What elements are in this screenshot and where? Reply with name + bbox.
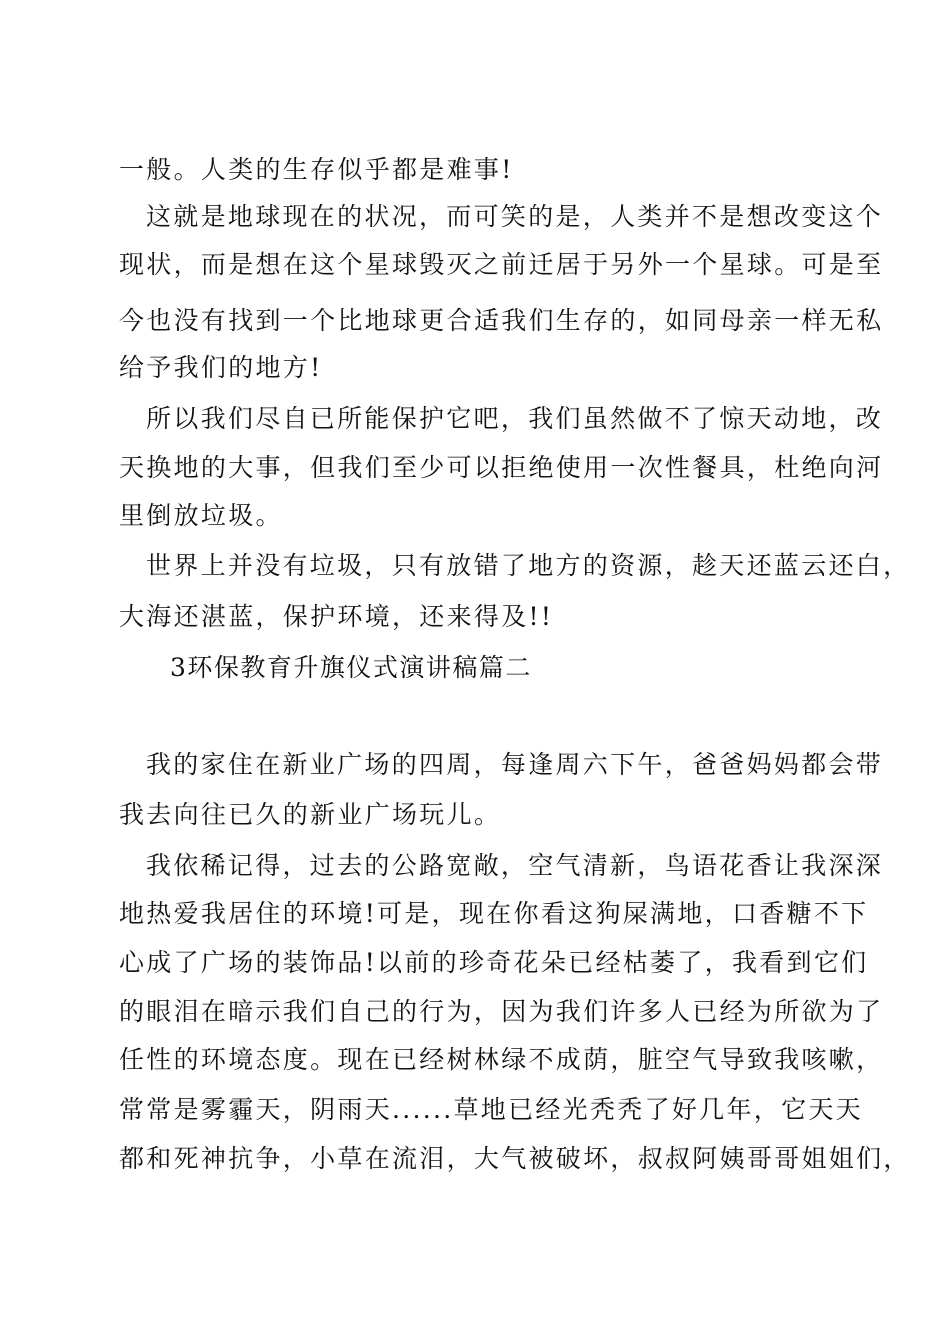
text-line-12: 我去向往已久的新业广场玩儿。: [119, 800, 502, 829]
text-line-17: 任性的环境态度。现在已经树林绿不成荫，脏空气导致我咳嗽，: [119, 1045, 884, 1074]
text-line-11: 我的家住在新业广场的四周，每逢周六下午，爸爸妈妈都会带: [146, 750, 884, 779]
text-line-10: 大海还湛蓝，保护环境，还来得及!!: [119, 602, 554, 631]
text-line-7: 天换地的大事，但我们至少可以拒绝使用一次性餐具，杜绝向河: [119, 453, 884, 482]
text-line-19: 都和死神抗争，小草在流泪，大气被破坏，叔叔阿姨哥哥姐姐们，: [119, 1144, 911, 1173]
text-line-3: 现状，而是想在这个星球毁灭之前迁居于另外一个星球。可是至: [119, 250, 884, 279]
section-heading: 3环保教育升旗仪式演讲稿篇二: [170, 653, 532, 682]
text-line-16: 的眼泪在暗示我们自己的行为，因为我们许多人已经为所欲为了: [119, 997, 884, 1026]
text-line-14: 地热爱我居住的环境!可是，现在你看这狗屎满地，口香糖不下: [119, 899, 869, 928]
text-line-9: 世界上并没有垃圾，只有放错了地方的资源，趁天还蓝云还白，: [146, 551, 911, 580]
text-line-4: 今也没有找到一个比地球更合适我们生存的，如同母亲一样无私: [119, 306, 884, 335]
text-line-13: 我依稀记得，过去的公路宽敞，空气清新，鸟语花香让我深深: [146, 851, 884, 880]
text-line-18: 常常是雾霾天，阴雨天......草地已经光秃秃了好几年，它天天: [119, 1095, 863, 1124]
text-line-8: 里倒放垃圾。: [119, 501, 283, 530]
text-line-1: 一般。人类的生存似乎都是难事!: [119, 155, 514, 184]
text-line-2: 这就是地球现在的状况，而可笑的是，人类并不是想改变这个: [146, 202, 884, 231]
text-line-6: 所以我们尽自已所能保护它吧，我们虽然做不了惊天动地，改: [146, 404, 884, 433]
text-line-15: 心成了广场的装饰品!以前的珍奇花朵已经枯萎了，我看到它们: [119, 948, 869, 977]
text-line-5: 给予我们的地方!: [119, 353, 323, 382]
